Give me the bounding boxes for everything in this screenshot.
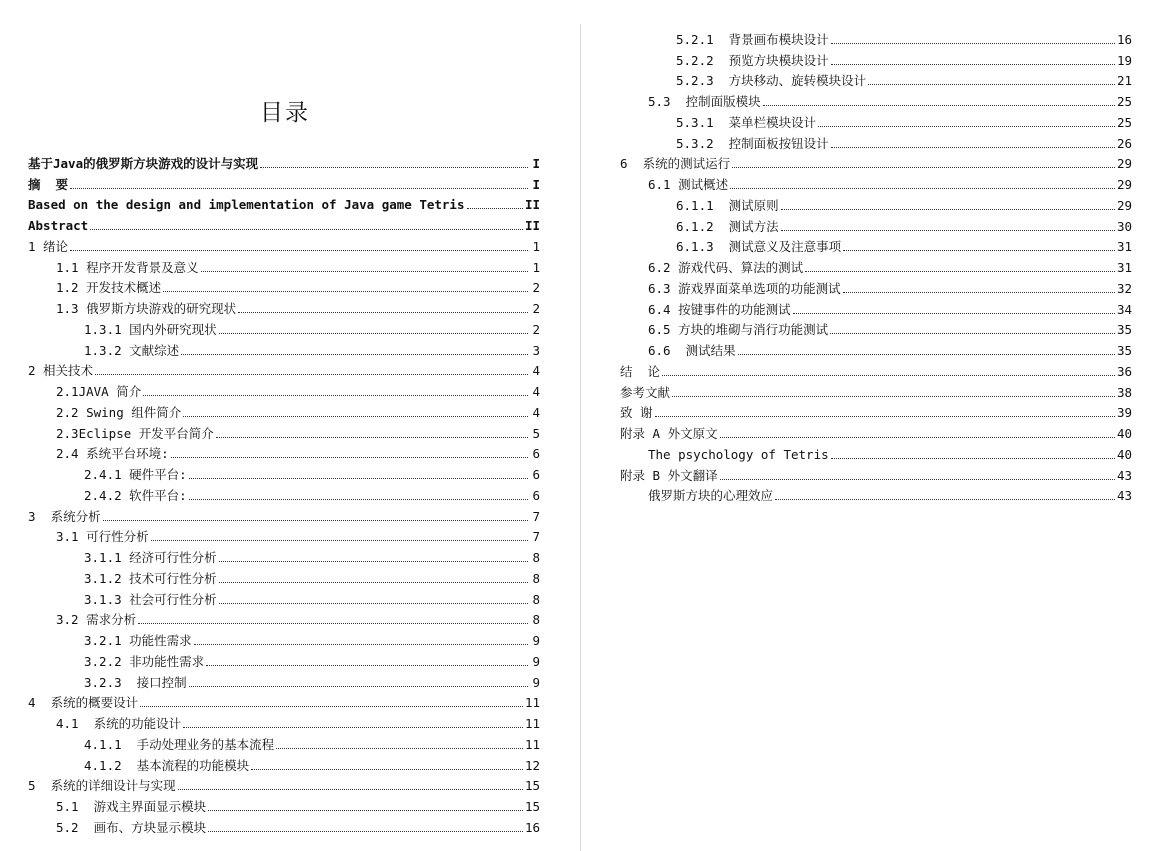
toc-entry[interactable] bbox=[620, 47, 1132, 68]
toc-entry[interactable] bbox=[620, 400, 1132, 421]
toc-entry[interactable] bbox=[620, 441, 1132, 462]
toc-entry-page-number: II bbox=[524, 218, 540, 233]
toc-entry-title: 6.5 方块的堆砌与消行功能测试 bbox=[648, 322, 829, 338]
toc-entry-page-number: 1 bbox=[532, 259, 540, 275]
toc-entry[interactable] bbox=[28, 192, 540, 213]
toc-entry-page-number: 31 bbox=[1116, 239, 1132, 255]
dot-leader bbox=[103, 519, 528, 521]
toc-entry[interactable] bbox=[28, 212, 540, 233]
toc-entry[interactable] bbox=[620, 109, 1132, 130]
toc-entry[interactable] bbox=[620, 171, 1132, 192]
toc-entry-page-number: 34 bbox=[1116, 301, 1132, 317]
toc-entry-page-number: 39 bbox=[1116, 405, 1132, 421]
dot-leader bbox=[781, 208, 1115, 210]
toc-entry-page-number: 4 bbox=[532, 404, 540, 420]
toc-list-left bbox=[28, 150, 540, 835]
toc-entry-title: 结 论 bbox=[620, 363, 661, 379]
dot-leader bbox=[90, 228, 523, 230]
toc-entry[interactable] bbox=[28, 171, 540, 192]
toc-entry-title: 6.1 测试概述 bbox=[648, 177, 729, 192]
toc-entry-page-number: 38 bbox=[1116, 384, 1132, 400]
toc-entry[interactable] bbox=[28, 337, 540, 358]
toc-entry-page-number: 35 bbox=[1116, 322, 1132, 338]
toc-entry[interactable] bbox=[28, 586, 540, 607]
toc-entry-title: 1.1 程序开发背景及意义 bbox=[56, 259, 199, 275]
toc-entry-title: 附录 B 外文翻译 bbox=[620, 467, 718, 483]
toc-entry[interactable] bbox=[28, 316, 540, 337]
toc-entry-title: 1.2 开发技术概述 bbox=[56, 280, 162, 296]
toc-entry-title: Abstract bbox=[28, 218, 89, 233]
toc-entry-title: 6 系统的测试运行 bbox=[620, 156, 731, 172]
dot-leader bbox=[138, 622, 528, 624]
toc-entry-title: 3.1.2 技术可行性分析 bbox=[84, 570, 217, 586]
toc-entry-page-number: 43 bbox=[1116, 488, 1132, 504]
dot-leader bbox=[655, 415, 1115, 417]
toc-entry[interactable] bbox=[28, 690, 540, 711]
toc-entry-page-number: 19 bbox=[1116, 52, 1132, 68]
toc-entry-page-number: 8 bbox=[532, 612, 540, 628]
toc-entry-title: 3.2.1 功能性需求 bbox=[84, 633, 192, 648]
toc-entry[interactable] bbox=[620, 420, 1132, 441]
toc-entry-title: 2 相关技术 bbox=[28, 363, 94, 379]
toc-entry-page-number: 29 bbox=[1116, 197, 1132, 213]
dot-leader bbox=[830, 332, 1115, 334]
toc-entry[interactable] bbox=[28, 275, 540, 296]
dot-leader bbox=[219, 560, 528, 562]
toc-entry-title: 5.2.3 方块移动、旋转模块设计 bbox=[676, 73, 867, 89]
toc-entry-title: 5.2.2 预览方块模块设计 bbox=[676, 52, 829, 68]
dot-leader bbox=[672, 395, 1115, 397]
toc-entry-page-number: 7 bbox=[532, 508, 540, 524]
toc-entry-title: 3.1 可行性分析 bbox=[56, 529, 149, 545]
toc-entry-page-number: 7 bbox=[532, 529, 540, 545]
toc-entry-page-number: 11 bbox=[524, 736, 540, 752]
toc-entry-page-number: 29 bbox=[1116, 177, 1132, 192]
toc-entry-title: 6.4 按键事件的功能测试 bbox=[648, 301, 791, 317]
toc-entry[interactable] bbox=[620, 130, 1132, 151]
dot-leader bbox=[843, 291, 1115, 293]
toc-entry-title: 附录 A 外文原文 bbox=[620, 426, 718, 441]
toc-entry-title: 6.2 游戏代码、算法的测试 bbox=[648, 260, 804, 275]
dot-leader bbox=[143, 394, 528, 396]
dot-leader bbox=[781, 229, 1115, 231]
toc-page-left bbox=[0, 0, 580, 851]
toc-entry[interactable] bbox=[28, 773, 540, 794]
toc-entry-title: 参考文献 bbox=[620, 384, 671, 400]
dot-leader bbox=[208, 830, 523, 832]
toc-entry[interactable] bbox=[620, 192, 1132, 213]
dot-leader bbox=[662, 374, 1115, 376]
toc-entry-page-number: 40 bbox=[1116, 426, 1132, 441]
toc-entry[interactable] bbox=[620, 151, 1132, 172]
toc-entry-page-number: 9 bbox=[532, 674, 540, 690]
toc-entry-title: 俄罗斯方块的心理效应 bbox=[648, 488, 774, 504]
page-divider bbox=[580, 24, 581, 851]
toc-entry-title: The psychology of Tetris bbox=[648, 446, 829, 462]
toc-entry-page-number: 29 bbox=[1116, 156, 1132, 172]
toc-entry[interactable] bbox=[620, 213, 1132, 234]
toc-entry-page-number: 16 bbox=[1116, 31, 1132, 47]
dot-leader bbox=[843, 249, 1115, 251]
toc-entry-page-number: 43 bbox=[1116, 467, 1132, 483]
dot-leader bbox=[730, 187, 1115, 189]
toc-entry-title: Based on the design and implementation of Java game Tetris bbox=[28, 197, 465, 213]
toc-entry-page-number: I bbox=[532, 155, 540, 171]
toc-entry-title: 4 系统的概要设计 bbox=[28, 695, 139, 711]
dot-leader bbox=[181, 353, 528, 355]
toc-entry-title: 3.1.3 社会可行性分析 bbox=[84, 591, 217, 607]
toc-entry-title: 摘 要 bbox=[28, 176, 69, 192]
toc-entry-title: 1.3 俄罗斯方块游戏的研究现状 bbox=[56, 301, 237, 316]
toc-entry[interactable] bbox=[28, 607, 540, 628]
toc-entry-page-number: 8 bbox=[532, 550, 540, 565]
toc-entry-title: 3.2 需求分析 bbox=[56, 612, 137, 628]
toc-entry-title: 3 系统分析 bbox=[28, 508, 101, 524]
toc-entry-page-number: 9 bbox=[532, 633, 540, 648]
dot-leader bbox=[238, 311, 528, 313]
toc-entry-page-number: I bbox=[532, 176, 540, 192]
toc-entry-title: 1.3.1 国内外研究现状 bbox=[84, 321, 217, 337]
dot-leader bbox=[467, 207, 523, 209]
dot-leader bbox=[831, 42, 1115, 44]
dot-leader bbox=[219, 602, 528, 604]
toc-entry[interactable] bbox=[28, 814, 540, 835]
toc-entry-title: 4.1.2 基本流程的功能模块 bbox=[84, 757, 250, 773]
toc-entry-title: 3.2.3 接口控制 bbox=[84, 674, 187, 690]
toc-entry-title: 6.6 测试结果 bbox=[648, 343, 736, 358]
dot-leader bbox=[140, 705, 523, 707]
dot-leader bbox=[831, 457, 1115, 459]
toc-entry[interactable] bbox=[620, 358, 1132, 379]
toc-entry[interactable] bbox=[620, 234, 1132, 255]
dot-leader bbox=[793, 312, 1115, 314]
dot-leader bbox=[831, 146, 1115, 148]
toc-entry-title: 6.3 游戏界面菜单选项的功能测试 bbox=[648, 280, 841, 296]
dot-leader bbox=[194, 643, 528, 645]
dot-leader bbox=[732, 166, 1115, 168]
toc-entry-title: 3.2.2 非功能性需求 bbox=[84, 653, 205, 669]
dot-leader bbox=[206, 664, 528, 666]
dot-leader bbox=[251, 768, 523, 770]
dot-leader bbox=[70, 187, 528, 189]
toc-entry-page-number: 5 bbox=[532, 425, 540, 441]
toc-entry-page-number: 12 bbox=[524, 757, 540, 773]
toc-entry[interactable] bbox=[28, 150, 540, 171]
dot-leader bbox=[738, 353, 1115, 355]
toc-entry[interactable] bbox=[620, 88, 1132, 109]
dot-leader bbox=[171, 456, 528, 458]
toc-entry-page-number: 6 bbox=[532, 446, 540, 462]
toc-entry-title: 5.2 画布、方块显示模块 bbox=[56, 819, 207, 835]
toc-entry[interactable] bbox=[28, 399, 540, 420]
toc-entry-title: 5 系统的详细设计与实现 bbox=[28, 778, 176, 794]
toc-entry-page-number: 2 bbox=[532, 321, 540, 337]
toc-entry[interactable] bbox=[620, 379, 1132, 400]
toc-entry[interactable] bbox=[28, 503, 540, 524]
toc-entry-title: 5.3.1 菜单栏模块设计 bbox=[676, 114, 817, 130]
toc-title: 目录 bbox=[260, 100, 310, 126]
toc-entry-title: 5.2.1 背景画布模块设计 bbox=[676, 31, 829, 47]
toc-entry[interactable] bbox=[620, 317, 1132, 338]
toc-entry[interactable] bbox=[620, 254, 1132, 275]
toc-entry-title: 2.4.1 硬件平台: bbox=[84, 467, 187, 482]
dot-leader bbox=[818, 125, 1115, 127]
toc-entry[interactable] bbox=[620, 296, 1132, 317]
toc-entry-title: 2.1JAVA 简介 bbox=[56, 384, 142, 399]
toc-entry-page-number: 2 bbox=[532, 280, 540, 296]
dot-leader bbox=[178, 788, 523, 790]
toc-entry-page-number: 2 bbox=[532, 301, 540, 316]
toc-entry-title: 6.1.1 测试原则 bbox=[676, 197, 779, 213]
toc-entry-title: 基于Java的俄罗斯方块游戏的设计与实现 bbox=[28, 155, 259, 171]
toc-entry-page-number: 1 bbox=[532, 238, 540, 254]
dot-leader bbox=[219, 581, 528, 583]
dot-leader bbox=[260, 166, 528, 168]
dot-leader bbox=[219, 332, 528, 334]
toc-entry[interactable] bbox=[28, 295, 540, 316]
dot-leader bbox=[720, 436, 1115, 438]
toc-entry-title: 4.1 系统的功能设计 bbox=[56, 716, 182, 731]
toc-entry[interactable] bbox=[28, 482, 540, 503]
toc-entry[interactable] bbox=[28, 441, 540, 462]
toc-entry-title: 4.1.1 手动处理业务的基本流程 bbox=[84, 736, 275, 752]
toc-list-right bbox=[620, 26, 1132, 503]
toc-entry-page-number: 16 bbox=[524, 819, 540, 835]
toc-entry[interactable] bbox=[620, 483, 1132, 504]
toc-entry-title: 1.3.2 文献综述 bbox=[84, 342, 180, 358]
toc-entry-title: 2.4 系统平台环境: bbox=[56, 446, 169, 462]
toc-entry-title: 2.2 Swing 组件简介 bbox=[56, 404, 182, 420]
dot-leader bbox=[183, 726, 523, 728]
toc-entry-page-number: 4 bbox=[532, 363, 540, 379]
toc-entry-page-number: 15 bbox=[524, 778, 540, 794]
toc-entry[interactable] bbox=[28, 793, 540, 814]
dot-leader bbox=[151, 539, 528, 541]
toc-entry-page-number: 8 bbox=[532, 591, 540, 607]
toc-entry-title: 6.1.2 测试方法 bbox=[676, 218, 779, 234]
toc-entry[interactable] bbox=[28, 731, 540, 752]
dot-leader bbox=[868, 83, 1115, 85]
toc-entry[interactable] bbox=[28, 524, 540, 545]
dot-leader bbox=[720, 478, 1115, 480]
toc-entry[interactable] bbox=[28, 461, 540, 482]
toc-entry[interactable] bbox=[620, 275, 1132, 296]
toc-entry[interactable] bbox=[28, 378, 540, 399]
toc-entry[interactable] bbox=[28, 752, 540, 773]
toc-entry[interactable] bbox=[620, 68, 1132, 89]
dot-leader bbox=[95, 373, 528, 375]
toc-entry[interactable] bbox=[28, 358, 540, 379]
dot-leader bbox=[163, 290, 528, 292]
toc-page-right bbox=[582, 0, 1166, 851]
toc-entry-title: 致 谢 bbox=[620, 405, 653, 421]
toc-entry-page-number: 32 bbox=[1116, 280, 1132, 296]
toc-entry[interactable] bbox=[28, 669, 540, 690]
toc-entry[interactable] bbox=[28, 233, 540, 254]
toc-entry-page-number: 25 bbox=[1116, 114, 1132, 130]
toc-entry[interactable] bbox=[620, 337, 1132, 358]
toc-entry-page-number: 11 bbox=[524, 716, 540, 731]
dot-leader bbox=[189, 477, 528, 479]
toc-entry[interactable] bbox=[28, 420, 540, 441]
toc-entry-page-number: 21 bbox=[1116, 73, 1132, 89]
toc-entry-page-number: 36 bbox=[1116, 363, 1132, 379]
toc-entry-page-number: 26 bbox=[1116, 135, 1132, 151]
dot-leader bbox=[763, 104, 1115, 106]
dot-leader bbox=[189, 498, 528, 500]
toc-entry[interactable] bbox=[620, 462, 1132, 483]
toc-entry-page-number: 35 bbox=[1116, 343, 1132, 358]
dot-leader bbox=[276, 747, 523, 749]
dot-leader bbox=[208, 809, 523, 811]
toc-entry-page-number: 31 bbox=[1116, 260, 1132, 275]
dot-leader bbox=[216, 436, 528, 438]
dot-leader bbox=[70, 249, 528, 251]
toc-entry[interactable] bbox=[28, 627, 540, 648]
toc-entry-page-number: 6 bbox=[532, 467, 540, 482]
toc-entry[interactable] bbox=[28, 710, 540, 731]
toc-entry-title: 3.1.1 经济可行性分析 bbox=[84, 550, 217, 565]
dot-leader bbox=[775, 498, 1115, 500]
toc-entry[interactable] bbox=[620, 26, 1132, 47]
toc-entry-page-number: 8 bbox=[532, 570, 540, 586]
dot-leader bbox=[831, 63, 1115, 65]
toc-entry-title: 2.4.2 软件平台: bbox=[84, 487, 187, 503]
toc-entry-page-number: 3 bbox=[532, 342, 540, 358]
toc-entry-page-number: 25 bbox=[1116, 94, 1132, 109]
toc-entry-title: 5.3.2 控制面板按钮设计 bbox=[676, 135, 829, 151]
toc-entry-title: 2.3Eclipse 开发平台简介 bbox=[56, 425, 214, 441]
toc-entry-page-number: 30 bbox=[1116, 218, 1132, 234]
toc-entry[interactable] bbox=[28, 254, 540, 275]
dot-leader bbox=[201, 270, 528, 272]
toc-entry-title: 6.1.3 测试意义及注意事项 bbox=[676, 239, 842, 255]
toc-entry[interactable] bbox=[28, 544, 540, 565]
toc-entry-page-number: 15 bbox=[524, 799, 540, 814]
dot-leader bbox=[183, 415, 528, 417]
toc-entry-page-number: 40 bbox=[1116, 446, 1132, 462]
toc-entry-title: 5.3 控制面版模块 bbox=[648, 94, 761, 109]
toc-entry-title: 5.1 游戏主界面显示模块 bbox=[56, 799, 207, 814]
dot-leader bbox=[805, 270, 1115, 272]
toc-entry[interactable] bbox=[28, 648, 540, 669]
toc-entry-title: 1 绪论 bbox=[28, 238, 69, 254]
toc-entry-page-number: 11 bbox=[524, 695, 540, 711]
toc-entry-page-number: 9 bbox=[532, 653, 540, 669]
dot-leader bbox=[189, 685, 528, 687]
toc-entry-page-number: II bbox=[524, 197, 540, 213]
toc-entry-page-number: 4 bbox=[532, 384, 540, 399]
toc-entry-page-number: 6 bbox=[532, 487, 540, 503]
toc-entry[interactable] bbox=[28, 565, 540, 586]
